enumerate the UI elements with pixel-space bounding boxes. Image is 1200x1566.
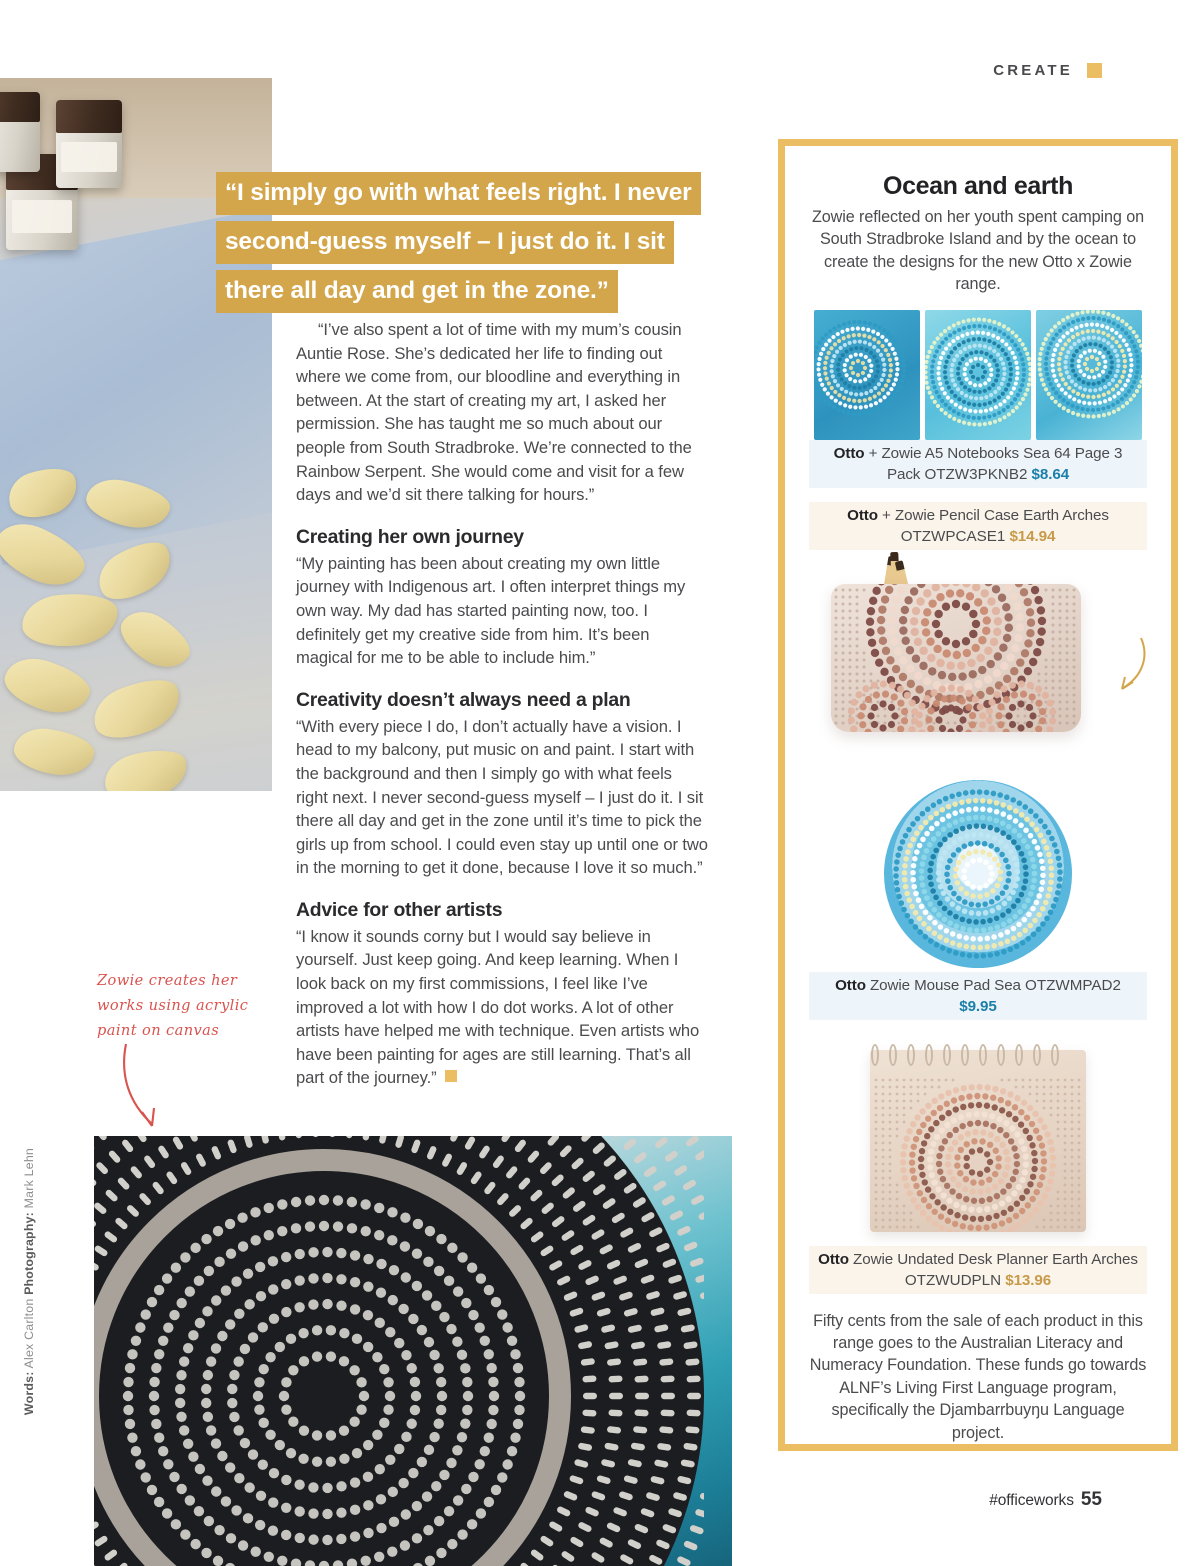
notebook-cover-3 [1036, 310, 1142, 440]
section-kicker: CREATE [993, 62, 1073, 79]
sidebar-title: Ocean and earth [883, 172, 1073, 200]
product-card-notebooks[interactable] [809, 310, 1147, 488]
dot-pattern [1036, 310, 1142, 440]
spiral-coil [889, 1044, 897, 1066]
jar-lid [0, 92, 40, 122]
product-price: $9.95 [959, 997, 997, 1015]
photo-credit [22, 1148, 36, 1415]
section-body-creating-her-own-journey: “My painting has been about creating my own little journey with Indigenous art. I often interpret things my own way. My dad has started painting now, too. I definitely get my creative side from him. It’s been magical for me to be able to include him.” [296, 553, 686, 668]
product-sku: OTZWUDPLN [904, 1271, 1002, 1289]
spiral-coil [1051, 1044, 1059, 1066]
pull-quote [216, 172, 716, 319]
article-body [296, 318, 708, 1108]
spiral-coil [961, 1044, 969, 1066]
product-price: $8.64 [1031, 465, 1070, 483]
product-caption-notebooks [809, 440, 1147, 488]
product-caption-mouse-pad [809, 972, 1147, 1020]
product-image-desk-planner [809, 1034, 1147, 1246]
product-brand: Otto [847, 506, 878, 524]
jar-label [61, 142, 116, 172]
petal-shape [20, 589, 121, 651]
petal-shape [11, 725, 96, 780]
product-sidebar-panel [778, 139, 1178, 1451]
product-sku: OTZWPCASE1 [900, 527, 1006, 545]
handwritten-caption: Zowie creates her works using acrylic paint on canvas [97, 972, 249, 1039]
section-heading-creating-her-own-journey: Creating her own journey [296, 525, 524, 548]
spiral-coil [1033, 1044, 1041, 1066]
petal-shape [112, 602, 198, 679]
photo-artwork-mandala [94, 1136, 704, 1566]
spiral-coil [871, 1044, 879, 1066]
product-name: Zowie Mouse Pad Sea [865, 976, 1021, 994]
curved-arrow-icon [1107, 634, 1151, 696]
spiral-coil [1015, 1044, 1023, 1066]
spiral-coil [907, 1044, 915, 1066]
product-card-desk-planner[interactable] [809, 1034, 1147, 1294]
product-sku: OTZWMPAD2 [1025, 976, 1121, 994]
spiral-coil [925, 1044, 933, 1066]
credit-words-label: Words: [22, 1371, 36, 1416]
credit-photography-label: Photography: [22, 1211, 36, 1295]
pull-quote-line: there all day and get in the zone.” [216, 270, 618, 313]
curved-arrow-icon [118, 1040, 188, 1140]
dot-pattern [925, 310, 1031, 440]
product-sku: OTZW3PKNB2 [924, 465, 1028, 483]
pull-quote-line: second-guess myself – I just do it. I sit [216, 221, 674, 264]
product-price: $13.96 [1005, 1271, 1052, 1289]
section-body-text: “I know it sounds corny but I would say believe in yourself. Just keep going. And keep learning. When I look back on my first commissions, I feel like I’ve improved a lot with how I do dot works. A lot of other artists have helped me with technique. Even artists who have been painting for ages are still learning. That’s all part of the journey.” [296, 926, 700, 1088]
end-of-article-marker-icon [445, 1070, 457, 1082]
paint-jar-2 [56, 100, 122, 188]
sidebar-intro: Zowie reflected on her youth spent camping on South Stradbroke Island and by the ocean to create the designs for the new Otto x Zowie range. [811, 208, 1145, 294]
article-intro-paragraph: “I’ve also spent a lot of time with my mum’s cousin Auntie Rose. She’s dedicated her life to finding out where we come from, our bloodline and everything in between. At the start of creating my art, I asked her permission. She has taught me so much about our people from South Stradbroke. We’re connected to the Rainbow Serpent. She would come and visit for a few days and we’d sit there talking for hours.” [296, 320, 692, 505]
pencil-case-body [831, 584, 1081, 732]
page-footer [989, 1489, 1102, 1511]
pull-quote-line: “I simply go with what feels right. I never [216, 172, 701, 215]
product-image-pencil-case [809, 550, 1147, 762]
product-caption-pencil-case [809, 502, 1147, 550]
product-brand: Otto [833, 444, 865, 462]
dot-painting-rings [94, 1136, 704, 1566]
product-name: + Zowie A5 Notebooks Sea 64 Page 3 Pack [864, 444, 1123, 483]
product-price: $14.94 [1009, 527, 1056, 545]
credit-photography-value: Mark Lehn [22, 1148, 36, 1212]
desk-planner-body [870, 1050, 1086, 1232]
notebook-cover-2 [925, 310, 1031, 440]
paint-jar-3 [0, 92, 40, 172]
jar-lid [56, 100, 122, 133]
spiral-coil [979, 1044, 987, 1066]
section-body-creativity-doesnt-always-need-a-plan: “With every piece I do, I don’t actually have a vision. I head to my balcony, put music on and paint. I start with the background and then I simply go with what feels right next. I never second-guess myself – I just do it. I sit there all day and get in the zone until it’s time to pick the girls up from school. I could even stay up until one or two in the morning to get it done, because I love it so much.” [296, 716, 708, 878]
product-name: + Zowie Pencil Case Earth Arches [877, 506, 1109, 524]
product-card-mouse-pad[interactable] [809, 776, 1147, 1020]
product-image-notebooks [809, 310, 1147, 440]
square-marker-icon [1087, 63, 1102, 78]
petal-shape [100, 743, 193, 791]
page-header [993, 62, 1102, 79]
dot-pattern-sea [884, 780, 1072, 968]
section-heading-creativity-doesnt-always-need-a-plan: Creativity doesn’t always need a plan [296, 688, 631, 711]
footer-page-number: 55 [1080, 1489, 1102, 1510]
dot-pattern [814, 310, 920, 440]
product-caption-desk-planner [809, 1246, 1147, 1294]
petal-shape [0, 651, 95, 721]
spiral-coil [943, 1044, 951, 1066]
jar-label [12, 200, 73, 233]
petal-shape [86, 669, 188, 749]
product-card-pencil-case[interactable] [809, 502, 1147, 762]
product-brand: Otto [818, 1250, 849, 1268]
dot-pattern-earth [831, 584, 1081, 732]
product-brand: Otto [835, 976, 866, 994]
photo-artwork-dot-painting [94, 1136, 732, 1566]
product-name: Zowie Undated Desk Planner Earth Arches [848, 1250, 1138, 1268]
footer-hashtag: #officeworks [989, 1492, 1074, 1509]
sidebar-footnote: Fifty cents from the sale of each product in this range goes to the Australian Literacy and Numeracy Foundation. These funds go towards ALNF’s Living First Language program, specifically the Djambarrbuyŋu Language project. [809, 1311, 1147, 1442]
section-body-advice-for-other-artists [296, 925, 708, 1090]
notebook-cover-1 [814, 310, 920, 440]
dot-pattern-earth [870, 1050, 1086, 1232]
section-heading-advice-for-other-artists: Advice for other artists [296, 898, 503, 921]
mouse-pad-body [884, 780, 1072, 968]
spiral-coil [997, 1044, 1005, 1066]
product-image-mouse-pad [809, 776, 1147, 972]
credit-words-value: Alex Carlton [22, 1294, 36, 1372]
